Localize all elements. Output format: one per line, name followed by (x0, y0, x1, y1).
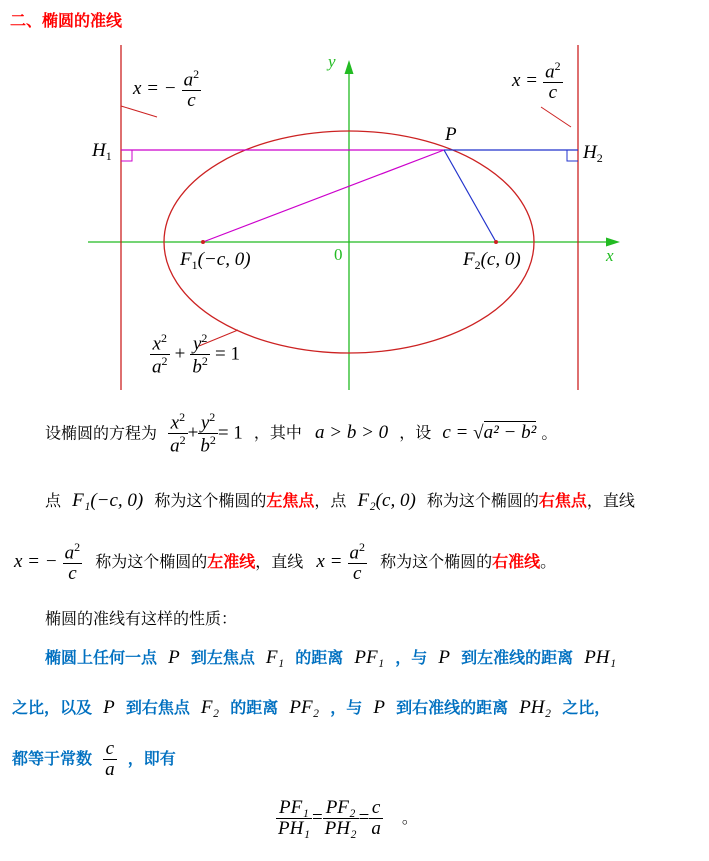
focus-F1-label: $F_1(-c$, 0) (180, 249, 251, 273)
y-axis-arrow (345, 60, 354, 74)
focus-F1-dot (201, 240, 205, 244)
right-angle-H2 (567, 150, 578, 161)
property-line-3: 都等于常数 $\frac{c}{a}$ ，即有 (12, 738, 176, 780)
paragraph-equation: 设椭圆的方程为 $\frac{x^2}{a^2}$ + $\frac{y^2}{b^2}$ = 1 ，其中 a > b > 0 ，设 c = √a² − b² 。 (45, 410, 558, 457)
segment-PF2 (444, 150, 496, 242)
ellipse-equation: $\frac{x^2}{a^2}$ + $\frac{y^2}{b^2}$ = 1 (152, 331, 240, 378)
point-P-label: P (445, 124, 457, 145)
y-axis-label: y (328, 52, 336, 71)
property-line-1: 椭圆上任何一点 P 到左焦点 F₁ 的距离 PF₁ ，与 P 到左准线的距离 PH₁ (45, 647, 617, 668)
x-axis-label: x (606, 246, 614, 265)
focus-F2-dot (494, 240, 498, 244)
paragraph-foci: 点 F₁(−c, 0) 称为这个椭圆的左焦点，点 F₂(c, 0) 称为这个椭圆的右焦点，直线 (45, 490, 635, 511)
ellipse-figure (0, 40, 709, 395)
paragraph-property-intro: 椭圆的准线有这样的性质： (45, 609, 238, 628)
paragraph-directrices: x = − $\frac{a^2}{c}$ 称为这个椭圆的左准线，直线 x = $\frac{a^2}{c}$ 称为这个椭圆的右准线。 (14, 540, 557, 585)
leader-right-directrix (541, 107, 571, 127)
section-heading: 二、椭圆的准线 (10, 11, 123, 30)
point-H2-label: $H_2$ (583, 142, 603, 166)
property-line-2: 之比，以及 P 到右焦点 F₂ 的距离 PF₂ ，与 P 到右准线的距离 PH₂ 之比， (12, 697, 611, 718)
left-directrix-formula: x = − $\frac{a^2}{c}$ (133, 67, 200, 112)
origin-label: 0 (334, 245, 343, 264)
right-angle-H1 (121, 150, 132, 161)
segment-PF1 (203, 150, 444, 242)
focus-F2-label: $F_2(c$, 0) (463, 249, 521, 273)
ratio-formula: $\frac{\text{PF₁}}{\text{PH₁}}$ = $\frac{\text{PF₂}}{\text{PH₂}}$ = $\frac{c}{a}$ 。 (278, 797, 418, 839)
right-directrix-formula: x = $\frac{a^2}{c}$ (512, 59, 561, 104)
point-H1-label: $H_1$ (92, 140, 112, 164)
